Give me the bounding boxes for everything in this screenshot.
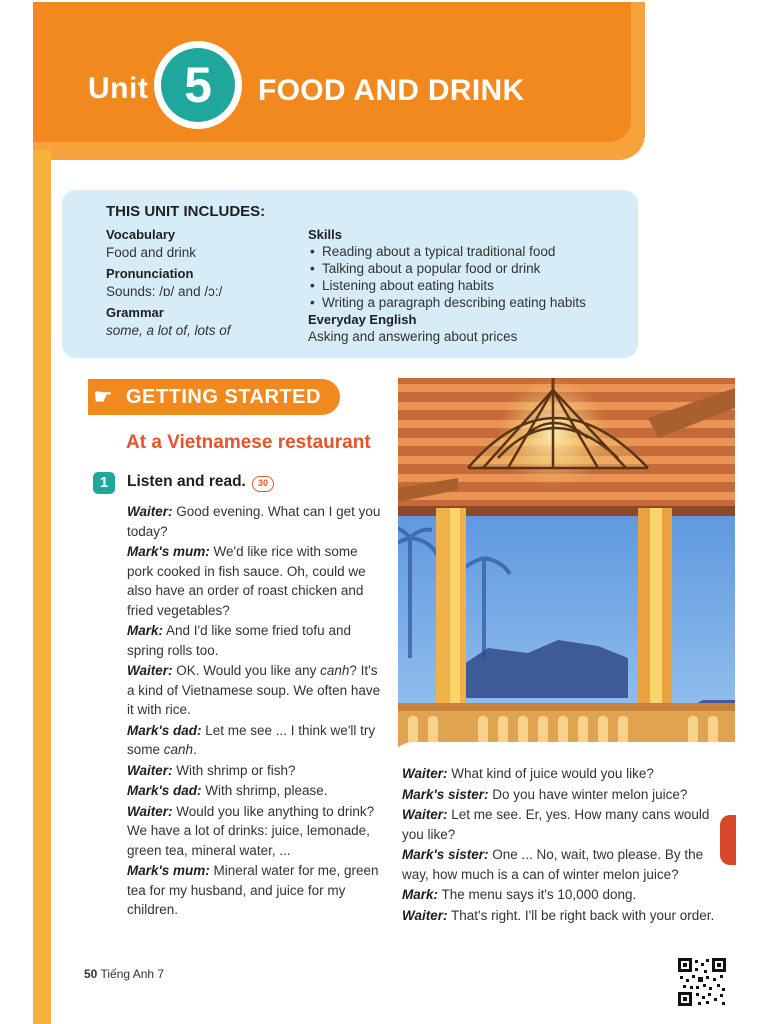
unit-number: 5 bbox=[161, 48, 235, 122]
audio-track-icon[interactable]: 30 bbox=[252, 476, 274, 492]
dialogue-line bbox=[127, 781, 385, 801]
canh-word: canh bbox=[320, 663, 350, 678]
side-band bbox=[33, 150, 51, 1024]
restaurant-scene-image bbox=[398, 378, 735, 756]
speaker: Waiter: bbox=[127, 663, 173, 678]
pronunciation-heading: Pronunciation bbox=[106, 266, 194, 281]
dialogue-right-column bbox=[402, 764, 722, 926]
speaker: Mark's sister: bbox=[402, 786, 489, 802]
line-text: Good evening. What can I get you today? bbox=[127, 504, 381, 539]
speaker: Waiter: bbox=[127, 504, 173, 519]
book-title: Tiếng Anh 7 bbox=[100, 967, 165, 981]
line-text: And I'd like some fried tofu and spring rolls too. bbox=[127, 623, 351, 658]
dialogue-line bbox=[127, 802, 385, 861]
grammar-heading: Grammar bbox=[106, 305, 164, 320]
dialogue-line bbox=[127, 661, 385, 720]
getting-started-label: GETTING STARTED bbox=[126, 386, 321, 408]
line-text: With shrimp or fish? bbox=[176, 762, 296, 778]
exercise-number: 1 bbox=[93, 472, 115, 494]
dialogue-line bbox=[402, 764, 722, 784]
everyday-english-text: Asking and answering about prices bbox=[308, 329, 518, 344]
canh-word: canh bbox=[163, 742, 194, 757]
dialogue-line bbox=[127, 542, 385, 620]
speaker: Waiter: bbox=[402, 807, 448, 822]
pointing-hand-icon: ☛ bbox=[93, 384, 113, 409]
skill-item: • Reading about a typical traditional food bbox=[308, 243, 628, 260]
speaker: Mark's mum: bbox=[127, 544, 210, 559]
includes-title: THIS UNIT INCLUDES: bbox=[106, 203, 266, 220]
unit-title: FOOD AND DRINK bbox=[258, 74, 525, 107]
vocabulary-heading: Vocabulary bbox=[106, 227, 176, 242]
speaker: Mark: bbox=[402, 887, 439, 902]
page-footer bbox=[84, 967, 164, 981]
dialogue-line bbox=[127, 621, 385, 660]
speaker: Waiter: bbox=[127, 762, 173, 778]
speaker: Waiter: bbox=[127, 803, 173, 819]
speaker: Mark's dad: bbox=[127, 783, 202, 798]
speaker: Mark: bbox=[127, 623, 164, 638]
line-text: Would you like anything to drink? We have a lot of drinks: juice, lemonade, green tea, mineral water, ... bbox=[127, 803, 375, 858]
everyday-english-heading: Everyday English bbox=[308, 312, 417, 327]
pronunciation-text: Sounds: /ɒ/ and /ɔ:/ bbox=[106, 284, 223, 299]
includes-left-column bbox=[106, 226, 296, 340]
dialogue-line bbox=[402, 785, 722, 805]
line-text: . bbox=[193, 742, 197, 757]
line-text: We'd like rice with some pork cooked in fish sauce. Oh, could we also have an order of roast chicken and fried vegetables? bbox=[127, 544, 366, 618]
dialogue-line bbox=[127, 861, 385, 920]
section-subtitle: At a Vietnamese restaurant bbox=[126, 432, 371, 453]
skill-item: • Writing a paragraph describing eating habits bbox=[308, 294, 628, 311]
grammar-text: some, a lot of, lots of bbox=[106, 323, 231, 338]
speaker: Waiter: bbox=[402, 907, 448, 923]
line-text: Mineral water for me, green tea for my husband, and juice for my children. bbox=[127, 863, 379, 917]
line-text: OK. Would you like any bbox=[176, 663, 317, 678]
qr-code-icon[interactable] bbox=[678, 958, 726, 1006]
includes-right-column bbox=[308, 226, 628, 345]
dialogue-line bbox=[402, 906, 722, 926]
dialogue-line bbox=[127, 761, 385, 781]
decorative-edge bbox=[720, 815, 736, 865]
skills-heading: Skills bbox=[308, 227, 342, 242]
line-text: Let me see. Er, yes. How many cans would you like? bbox=[402, 807, 710, 842]
vocabulary-text: Food and drink bbox=[106, 245, 197, 260]
dialogue-line bbox=[402, 845, 722, 884]
dialogue-line bbox=[402, 885, 722, 905]
line-text: That's right. I'll be right back with your order. bbox=[451, 907, 715, 923]
speaker: Mark's sister: bbox=[402, 847, 489, 862]
line-text: Do you have winter melon juice? bbox=[492, 786, 688, 802]
dialogue-left-column bbox=[127, 502, 385, 921]
speaker: Mark's mum: bbox=[127, 863, 210, 878]
line-text: One ... No, wait, two please. By the way, how much is a can of winter melon juice? bbox=[402, 847, 704, 882]
dialogue-line bbox=[127, 502, 385, 541]
line-text: ? It's a kind of Vietnamese soup. We often have it with rice. bbox=[127, 663, 381, 717]
skill-item: • Talking about a popular food or drink bbox=[308, 260, 628, 277]
page-number: 50 bbox=[84, 967, 98, 981]
speaker: Waiter: bbox=[402, 766, 448, 781]
exercise-title: Listen and read. bbox=[127, 473, 246, 490]
speaker: Mark's dad: bbox=[127, 722, 202, 738]
unit-word: Unit bbox=[88, 72, 149, 105]
line-text: With shrimp, please. bbox=[205, 783, 328, 798]
line-text: Let me see ... I think we'll try some bbox=[127, 722, 376, 757]
dialogue-line bbox=[127, 721, 385, 760]
restaurant-illustration bbox=[398, 378, 735, 756]
line-text: The menu says it's 10,000 dong. bbox=[441, 887, 637, 902]
line-text: What kind of juice would you like? bbox=[451, 766, 654, 781]
dialogue-line bbox=[402, 805, 722, 844]
skills-list bbox=[308, 243, 628, 311]
unit-number-badge bbox=[154, 41, 242, 129]
skill-item: • Listening about eating habits bbox=[308, 277, 628, 294]
